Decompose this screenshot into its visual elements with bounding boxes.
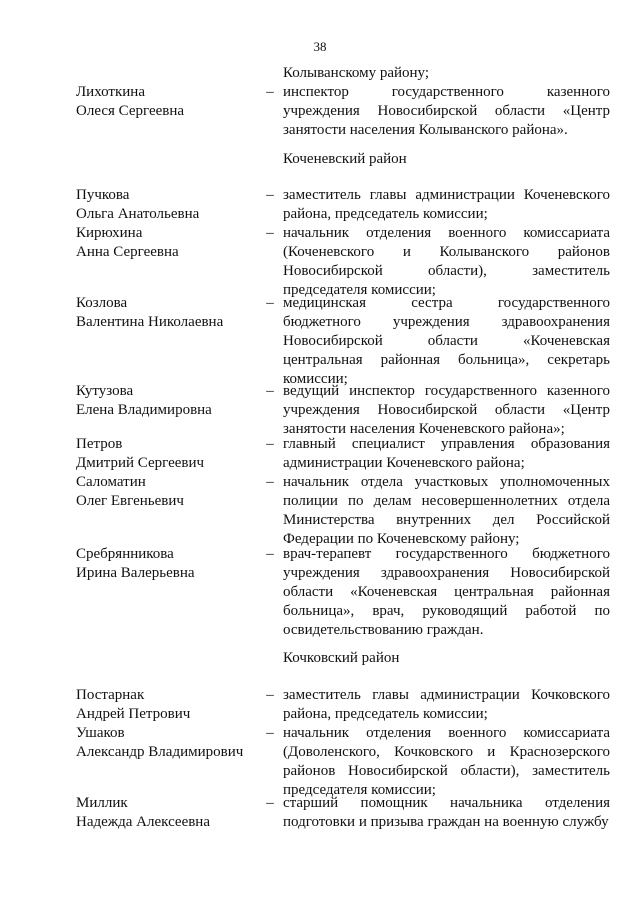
member-role-line: района, председатель комиссии;: [283, 206, 488, 222]
member-role-line: центральная районная больница», секретарь: [283, 352, 610, 368]
member-role: [283, 794, 610, 832]
member-name-line: Ольга Анатольевна: [76, 206, 200, 222]
member-name-line: Александр Владимирович: [76, 744, 244, 760]
member-name-line: Ушаков: [76, 725, 125, 741]
member-name: [76, 473, 276, 511]
member-role-line: заместитель главы администрации Коченевского: [283, 187, 610, 203]
member-name: [76, 435, 276, 473]
member-role-line: (Коченевского и Колыванского районов: [283, 244, 610, 260]
continuation-line: Колыванскому району;: [283, 65, 430, 81]
member-name-line: Елена Владимировна: [76, 402, 212, 418]
dash-separator: –: [266, 687, 274, 703]
member-role-line: учреждения Новосибирской области «Центр: [283, 402, 610, 418]
member-role-line: инспектор государственного казенного: [283, 84, 610, 100]
member-role-line: медицинская сестра государственного: [283, 295, 610, 311]
member-name-line: Дмитрий Сергеевич: [76, 455, 205, 471]
section-heading: Коченевский район: [283, 151, 407, 167]
member-role-line: районов Новосибирской области), заместитель: [283, 763, 610, 779]
member-name-line: Олеся Сергеевна: [76, 103, 185, 119]
dash-separator: –: [266, 725, 274, 741]
member-role: [283, 83, 610, 140]
member-role-line: Новосибирской области), заместитель: [283, 263, 610, 279]
member-role-line: подготовки и призыва граждан на военную службу: [283, 814, 609, 830]
member-name: [76, 186, 276, 224]
dash-separator: –: [266, 436, 274, 452]
member-role-line: освидетельствованию граждан.: [283, 622, 484, 638]
member-role-line: занятости населения Колыванского района».: [283, 122, 568, 138]
member-name-line: Петров: [76, 436, 123, 452]
member-role-line: Министерства внутренних дел Российской: [283, 512, 610, 528]
member-name-line: Анна Сергеевна: [76, 244, 179, 260]
member-role-line: Новосибирской области «Коченевская: [283, 333, 610, 349]
member-role-line: района, председатель комиссии;: [283, 706, 488, 722]
member-name: [76, 83, 276, 121]
dash-separator: –: [266, 383, 274, 399]
member-name-line: Лихоткина: [76, 84, 145, 100]
member-role: [283, 186, 610, 224]
member-role-line: ведущий инспектор государственного казенного: [283, 383, 610, 399]
member-role-line: старший помощник начальника отделения: [283, 795, 610, 811]
member-role: [283, 224, 610, 300]
dash-separator: –: [266, 546, 274, 562]
member-role-line: учреждения Новосибирской области «Центр: [283, 103, 610, 119]
member-role-line: учреждения здравоохранения Новосибирской: [283, 565, 610, 581]
member-role-line: Федерации по Коченевскому району;: [283, 531, 520, 547]
member-name: [76, 794, 276, 832]
member-name: [76, 224, 276, 262]
dash-separator: –: [266, 225, 274, 241]
member-name: [76, 686, 276, 724]
dash-separator: –: [266, 295, 274, 311]
member-role-line: начальник отдела участковых уполномоченных: [283, 474, 610, 490]
member-role: [283, 473, 610, 549]
member-role-line: (Доволенского, Кочковского и Краснозерского: [283, 744, 610, 760]
member-role: [283, 294, 610, 389]
member-name-line: Олег Евгеньевич: [76, 493, 184, 509]
member-role: [283, 724, 610, 800]
member-name-line: Валентина Николаевна: [76, 314, 224, 330]
member-name-line: Андрей Петрович: [76, 706, 191, 722]
member-role-line: администрации Коченевского района;: [283, 455, 525, 471]
member-name-line: Кутузова: [76, 383, 134, 399]
dash-separator: –: [266, 795, 274, 811]
member-name-line: Козлова: [76, 295, 128, 311]
member-role: [283, 545, 610, 640]
member-name-line: Постарнак: [76, 687, 145, 703]
member-name-line: Кирюхина: [76, 225, 143, 241]
member-name-line: Пучкова: [76, 187, 130, 203]
member-name-line: Ирина Валерьевна: [76, 565, 195, 581]
member-name-line: Миллик: [76, 795, 128, 811]
member-name: [76, 382, 276, 420]
dash-separator: –: [266, 474, 274, 490]
member-role-line: председателя комиссии;: [283, 782, 436, 798]
member-role-line: начальник отделения военного комиссариата: [283, 225, 610, 241]
dash-separator: –: [266, 187, 274, 203]
member-name: [76, 294, 276, 332]
member-role-line: заместитель главы администрации Кочковского: [283, 687, 610, 703]
member-name-line: Сребрянникова: [76, 546, 174, 562]
page-number: 38: [313, 39, 327, 54]
member-role: [283, 382, 610, 439]
member-role-line: полиции по делам несовершеннолетних отдела: [283, 493, 610, 509]
member-role: [283, 435, 610, 473]
member-role-line: врач-терапевт государственного бюджетного: [283, 546, 610, 562]
member-name: [76, 724, 276, 762]
member-role-line: главный специалист управления образования: [283, 436, 610, 452]
member-role-line: занятости населения Коченевского района»;: [283, 421, 565, 437]
dash-separator: –: [266, 84, 274, 100]
member-name: [76, 545, 276, 583]
member-role-line: начальник отделения военного комиссариата: [283, 725, 610, 741]
member-role-line: области «Коченевская центральная районная: [283, 584, 610, 600]
member-role-line: председателя комиссии;: [283, 282, 436, 298]
member-role-line: комиссии;: [283, 371, 348, 387]
member-role: [283, 686, 610, 724]
section-heading: Кочковский район: [283, 650, 400, 666]
member-name-line: Надежда Алексеевна: [76, 814, 210, 830]
member-name-line: Саломатин: [76, 474, 146, 490]
member-role-line: больница», врач, руководящий работой по: [283, 603, 610, 619]
member-role-line: бюджетного учреждения здравоохранения: [283, 314, 610, 330]
